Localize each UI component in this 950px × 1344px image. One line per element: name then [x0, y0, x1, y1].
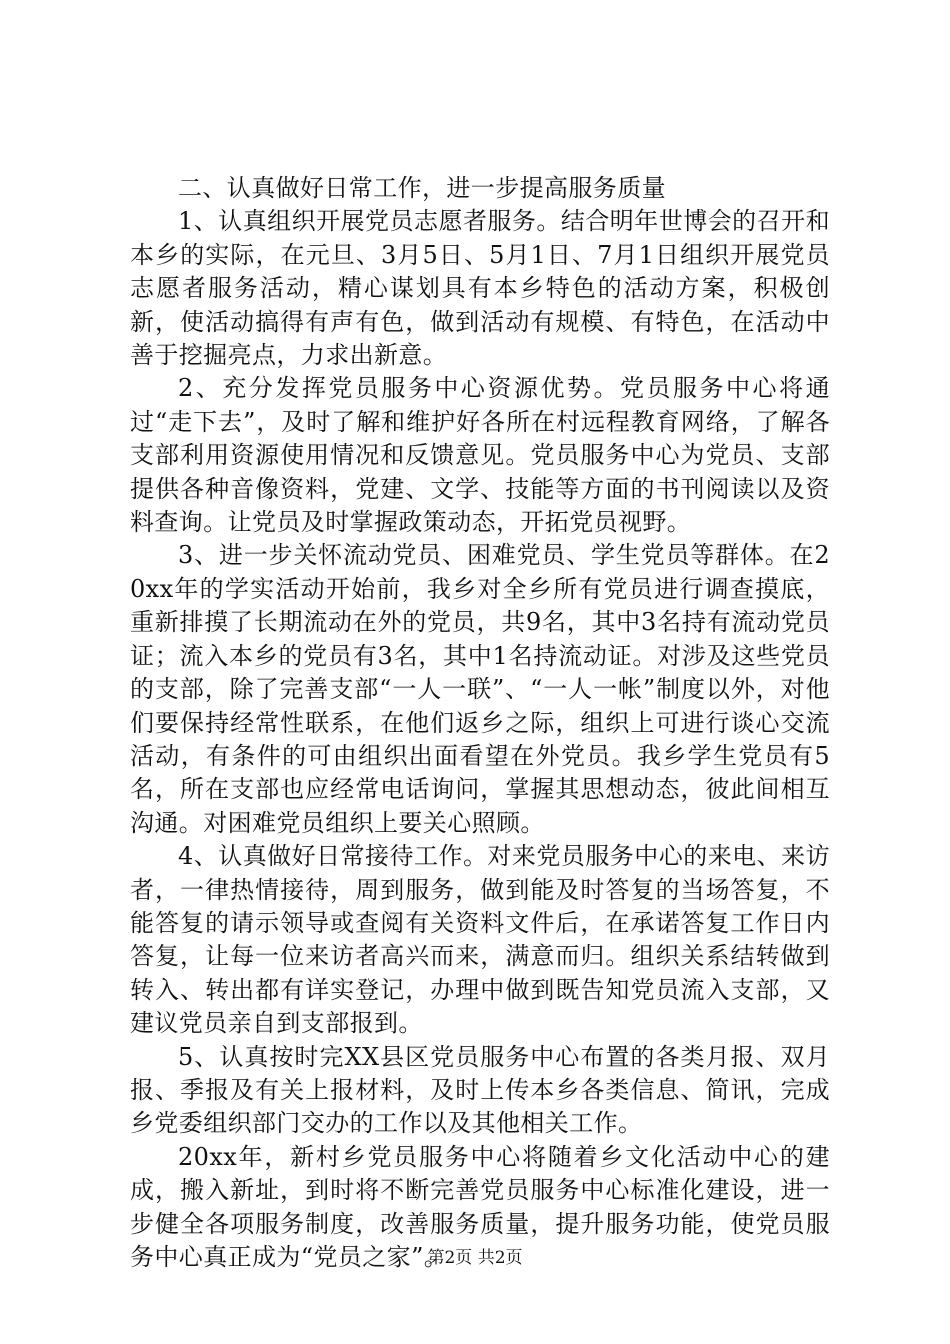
paragraph-daily-reception: 4、认真做好日常接待工作。对来党员服务中心的来电、来访者，一律热情接待，周到服务，做到能及时答复的当场答复，不能答复的请示领导或查阅有关资料文件后，在承诺答复工作日内答复，让每一位来访者高兴而来，满意而归。组织关系结转做到转入、转出都有详实登记，办理中做到既告知党员流入支部，又建议党员亲自到支部报到。 — [130, 842, 830, 1038]
section-heading: 二、认真做好日常工作，进一步提高服务质量 — [178, 174, 666, 202]
paragraph-outlook: 20xx年，新村乡党员服务中心将随着乡文化活动中心的建成，搬入新址，到时将不断完善党员服务中心标准化建设，进一步健全各项服务制度，改善服务质量，提升服务功能，使党员服务中心真正成为“党员之家”。 — [130, 1142, 830, 1271]
document-body — [130, 172, 830, 1274]
page-footer: 第2页 共2页 — [427, 1248, 523, 1268]
paragraph-mobile-members: 3、进一步关怀流动党员、困难党员、学生党员等群体。在20xx年的学实活动开始前，我乡对全乡所有党员进行调查摸底，重新排摸了长期流动在外的党员，共9名，其中3名持有流动党员证；流入本乡的党员有3名，其中1名持流动证。对涉及这些党员的支部，除了完善支部“一人一联”、“一人一帐”制度以外，对他们要保持经常性联系，在他们返乡之际，组织上可进行谈心交流活动，有条件的可由组织出面看望在外党员。我乡学生党员有5名，所在支部也应经常电话询问，掌握其思想动态，彼此间相互沟通。对困难党员组织上要关心照顾。 — [130, 541, 830, 837]
paragraph-resource-advantage: 2、充分发挥党员服务中心资源优势。党员服务中心将通过“走下去”，及时了解和维护好各所在村远程教育网络，了解各支部利用资源使用情况和反馈意见。党员服务中心为党员、支部提供各种音像资料，党建、文学、技能等方面的书刊阅读以及资料查询。让党员及时掌握政策动态，开拓党员视野。 — [130, 374, 830, 537]
paragraph-volunteer-service: 1、认真组织开展党员志愿者服务。结合明年世博会的召开和本乡的实际，在元旦、3月5日、5月1日、7月1日组织开展党员志愿者服务活动，精心谋划具有本乡特色的活动方案，积极创新，使活动搞得有声有色，做到活动有规模、有特色，在活动中善于挖掘亮点，力求出新意。 — [130, 207, 830, 370]
paragraph-reports: 5、认真按时完XX县区党员服务中心布置的各类月报、双月报、季报及有关上报材料，及时上传本乡各类信息、简讯，完成乡党委组织部门交办的工作以及其他相关工作。 — [130, 1042, 830, 1138]
